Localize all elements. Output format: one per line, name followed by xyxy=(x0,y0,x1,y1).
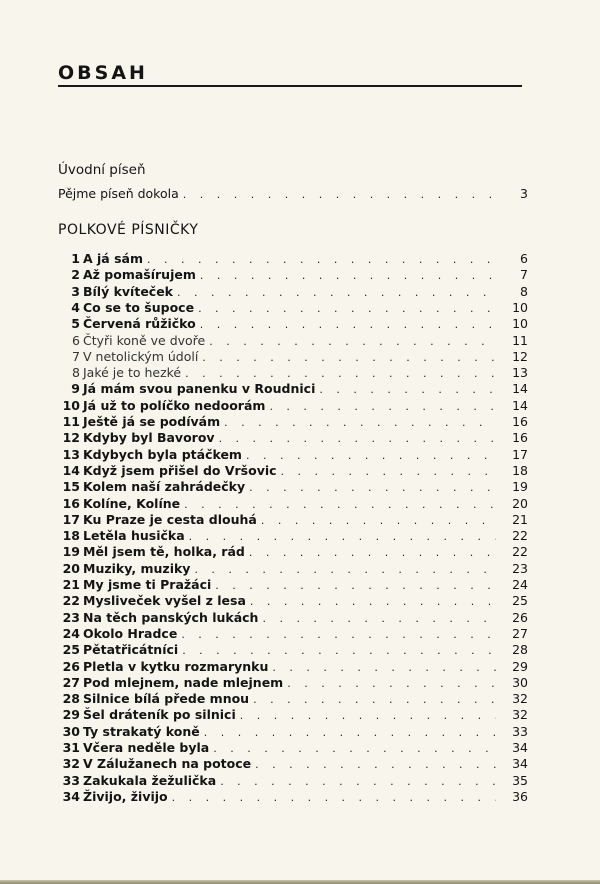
toc-entry-page: 21 xyxy=(512,511,528,527)
toc-entry-title: Čtyři koně ve dvoře xyxy=(83,332,206,348)
toc-entry-number: 2 xyxy=(71,267,80,283)
dot-leader xyxy=(319,383,496,396)
toc-entry-page: 12 xyxy=(512,348,528,364)
dot-leader xyxy=(172,791,496,804)
toc-entry xyxy=(58,626,528,644)
toc-entry-number: 21 xyxy=(62,577,80,592)
toc-entry-number: 25 xyxy=(62,642,80,658)
dot-leader xyxy=(246,449,496,462)
toc-entry-page: 17 xyxy=(512,446,528,462)
toc-entry-title: Muziky, muziky xyxy=(83,560,191,576)
toc-entry-number: 11 xyxy=(62,414,80,429)
dot-leader xyxy=(261,514,496,527)
toc-entry-title: Kdyby byl Bavorov xyxy=(83,430,215,446)
toc-entry-page: 23 xyxy=(512,560,528,576)
toc-entry-number: 10 xyxy=(62,397,80,413)
dot-leader xyxy=(198,302,496,315)
toc-entry-number: 28 xyxy=(62,691,80,707)
toc-entry xyxy=(58,707,528,725)
toc-entry-page: 36 xyxy=(512,788,528,804)
toc-entry-number: 27 xyxy=(62,674,80,690)
toc-entry xyxy=(58,789,528,807)
toc-entry-number: 17 xyxy=(62,511,80,527)
toc-entry-page: 7 xyxy=(520,267,528,283)
toc-entry-number: 14 xyxy=(62,462,80,478)
toc-entry-page: 22 xyxy=(512,528,528,544)
toc-entry xyxy=(58,496,528,514)
toc-entry xyxy=(58,430,528,448)
toc-entry-title: Co se to šupoce xyxy=(83,299,195,315)
toc-entry xyxy=(58,659,528,677)
toc-entry-page: 20 xyxy=(512,495,528,511)
toc-entry-number: 24 xyxy=(62,625,80,641)
toc-entry-title: Ty strakatý koně xyxy=(83,723,200,739)
dot-leader xyxy=(200,318,496,331)
toc-entry-title: Měl jsem tě, holka, rád xyxy=(83,544,245,560)
toc-entry-number: 16 xyxy=(62,495,80,511)
toc-entry xyxy=(58,479,528,497)
dot-leader xyxy=(177,286,496,299)
toc-entry-page: 28 xyxy=(512,642,528,658)
toc-entry-number: 33 xyxy=(62,772,80,788)
dot-leader xyxy=(269,400,496,413)
dot-leader xyxy=(249,546,496,559)
toc-entry-number: 4 xyxy=(71,299,80,315)
dot-leader xyxy=(215,579,496,592)
dot-leader xyxy=(183,188,496,201)
toc-entry-title: Ku Praze je cesta dlouhá xyxy=(83,511,257,527)
dot-leader xyxy=(204,726,496,739)
toc-entry-page: 8 xyxy=(520,283,528,299)
toc-entry-number: 19 xyxy=(62,544,80,560)
toc-entry-title: V Zálužanech na potoce xyxy=(83,756,252,772)
toc-entry-title: A já sám xyxy=(83,251,143,266)
toc-entry xyxy=(58,577,528,595)
toc-entry-title: Jaké je to hezké xyxy=(83,365,182,381)
toc-entry xyxy=(58,284,528,302)
toc-entry xyxy=(58,381,528,399)
toc-entry-page: 13 xyxy=(512,365,528,381)
toc-entry xyxy=(58,251,528,269)
toc-entry-title: Když jsem přišel do Vršovic xyxy=(83,462,277,478)
toc-entry xyxy=(58,544,528,562)
toc-entry-number: 34 xyxy=(62,788,80,804)
toc-entry xyxy=(58,512,528,530)
dot-leader xyxy=(189,530,496,543)
toc-entry xyxy=(58,561,528,579)
intro-title: Úvodní píseň xyxy=(58,162,146,178)
toc-entry-page: 6 xyxy=(520,251,528,266)
toc-entry xyxy=(58,593,528,611)
intro-entry xyxy=(58,186,528,204)
toc-entry-number: 3 xyxy=(71,283,80,299)
dot-leader xyxy=(220,775,496,788)
dot-leader xyxy=(255,758,496,771)
toc-entry-title: Šel dráteník po silnici xyxy=(83,707,236,723)
toc-entry-page: 16 xyxy=(512,430,528,446)
toc-entry-title: Mysliveček vyšel z lesa xyxy=(83,593,246,609)
heading-rule xyxy=(58,85,522,87)
dot-leader xyxy=(213,742,496,755)
toc-entry xyxy=(58,316,528,334)
toc-entry xyxy=(58,642,528,660)
toc-entry xyxy=(58,610,528,628)
toc-entry xyxy=(58,300,528,318)
toc-entry-number: 20 xyxy=(62,560,80,576)
toc-entry-page: 19 xyxy=(512,479,528,495)
toc-entry-page: 34 xyxy=(512,740,528,755)
toc-entry xyxy=(58,756,528,774)
dot-leader xyxy=(240,709,496,722)
toc-entry-title: Kdybych byla ptáčkem xyxy=(83,446,242,462)
toc-entry-title: Pod mlejnem, nade mlejnem xyxy=(83,674,284,690)
toc-entry-title: Já mám svou panenku v Roudnici xyxy=(83,381,316,397)
toc-entry-title: Já už to políčko nedoorám xyxy=(83,397,266,413)
toc-entry-page: 24 xyxy=(512,577,528,592)
toc-entry-number: 6 xyxy=(72,332,80,348)
dot-leader xyxy=(194,563,496,576)
toc-entry-page: 14 xyxy=(512,397,528,413)
dot-leader xyxy=(181,628,496,641)
section-title: POLKOVÉ PÍSNIČKY xyxy=(58,222,199,238)
page-heading: OBSAH xyxy=(58,62,148,84)
dot-leader xyxy=(287,677,496,690)
toc-entry-title: Zakukala žežulička xyxy=(83,772,217,788)
toc-entry-title: Červená růžičko xyxy=(83,316,196,332)
dot-leader xyxy=(272,661,496,674)
toc-entry-number: 18 xyxy=(62,528,80,544)
toc-entry-title: V netolickým údolí xyxy=(83,348,199,364)
toc-entry-title: Živijo, živijo xyxy=(83,788,168,804)
toc-entry-number: 13 xyxy=(62,446,80,462)
intro-entry-title: Pějme píseň dokola xyxy=(58,186,179,201)
toc-entry-page: 10 xyxy=(512,316,528,332)
dot-leader xyxy=(147,253,496,266)
toc-entry-number: 12 xyxy=(62,430,80,446)
dot-leader xyxy=(262,612,496,625)
toc-entry-page: 11 xyxy=(512,332,528,348)
toc-entry-page: 32 xyxy=(512,707,528,723)
toc-entry-page: 22 xyxy=(512,544,528,560)
toc-entry-number: 9 xyxy=(71,381,80,397)
toc-entry xyxy=(58,333,528,351)
toc-entry-title: Okolo Hradce xyxy=(83,625,178,641)
toc-entry-title: Ještě já se podívám xyxy=(83,414,221,429)
toc-entry xyxy=(58,447,528,465)
toc-entry-page: 30 xyxy=(512,674,528,690)
toc-entry xyxy=(58,267,528,285)
toc-entry-title: Včera neděle byla xyxy=(83,740,210,755)
toc-entry-number: 7 xyxy=(72,348,80,364)
dot-leader xyxy=(253,693,496,706)
toc-entry-page: 29 xyxy=(512,658,528,674)
toc-entry-page: 25 xyxy=(512,593,528,609)
toc-entry-title: Silnice bílá přede mnou xyxy=(83,691,250,707)
dot-leader xyxy=(281,465,496,478)
toc-entry-title: Až pomašírujem xyxy=(83,267,196,283)
toc-entry-number: 15 xyxy=(62,479,80,495)
toc-entry-page: 16 xyxy=(512,414,528,429)
toc-entry-page: 32 xyxy=(512,691,528,707)
toc-entry-number: 5 xyxy=(71,316,80,332)
toc-entry-number: 8 xyxy=(72,365,80,381)
dot-leader xyxy=(202,351,496,364)
dot-leader xyxy=(182,644,496,657)
toc-entry-page: 14 xyxy=(512,381,528,397)
toc-entry xyxy=(58,528,528,546)
toc-entry-number: 30 xyxy=(62,723,80,739)
toc-entry-title: Pletla v kytku rozmarynku xyxy=(83,658,269,674)
dot-leader xyxy=(184,498,496,511)
toc-entry-number: 23 xyxy=(62,609,80,625)
page-bottom-edge xyxy=(0,880,600,884)
toc-entry xyxy=(58,724,528,742)
toc-entry-title: Letěla husička xyxy=(83,528,185,544)
toc-entry xyxy=(58,349,528,367)
toc-entry-page: 27 xyxy=(512,625,528,641)
toc-entry xyxy=(58,675,528,693)
toc-entry-page: 35 xyxy=(512,772,528,788)
toc-entry-number: 1 xyxy=(71,251,80,266)
dot-leader xyxy=(185,367,496,380)
dot-leader xyxy=(249,481,496,494)
intro-entry-page: 3 xyxy=(520,186,528,201)
toc-entry-page: 33 xyxy=(512,723,528,739)
toc-entry-title: My jsme ti Pražáci xyxy=(83,577,212,592)
toc-entry xyxy=(58,773,528,791)
toc-entry xyxy=(58,365,528,383)
toc-entry-page: 26 xyxy=(512,609,528,625)
dot-leader xyxy=(250,595,496,608)
toc-entry-number: 22 xyxy=(62,593,80,609)
toc-entry-page: 10 xyxy=(512,299,528,315)
toc-entry-title: Bílý kvíteček xyxy=(83,283,173,299)
toc-entry-number: 29 xyxy=(62,707,80,723)
toc-entry-page: 18 xyxy=(512,462,528,478)
toc-entry-page: 34 xyxy=(512,756,528,772)
dot-leader xyxy=(224,416,496,429)
toc-entry-number: 31 xyxy=(62,740,80,755)
toc-entry-title: Kolíne, Kolíne xyxy=(83,495,181,511)
dot-leader xyxy=(219,432,496,445)
toc-entry-number: 32 xyxy=(62,756,80,772)
toc-entry-number: 26 xyxy=(62,658,80,674)
toc-entry-title: Na těch panských lukách xyxy=(83,609,259,625)
toc-entry xyxy=(58,398,528,416)
dot-leader xyxy=(200,269,496,282)
toc-entry-title: Kolem naší zahrádečky xyxy=(83,479,246,495)
toc-entry xyxy=(58,740,528,758)
toc-entry xyxy=(58,463,528,481)
toc-entry xyxy=(58,691,528,709)
toc-entry xyxy=(58,414,528,432)
toc-entry-title: Pětatřicátníci xyxy=(83,642,179,658)
dot-leader xyxy=(209,335,496,348)
